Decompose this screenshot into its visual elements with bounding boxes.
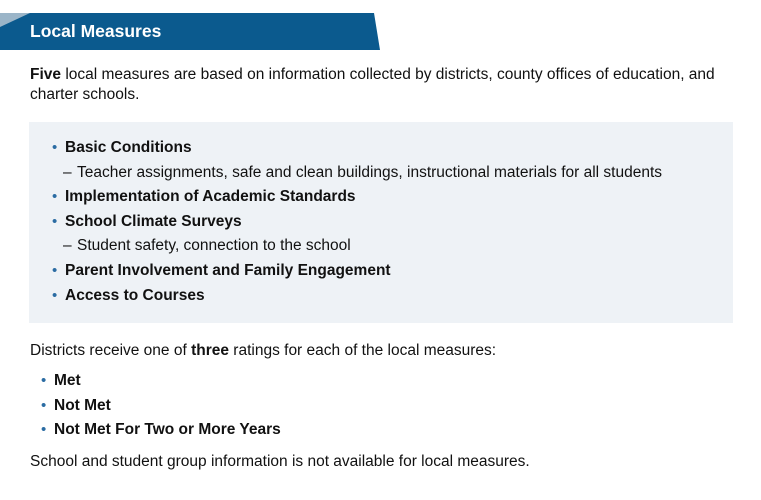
measure-item <box>29 210 733 235</box>
measure-item <box>29 185 733 210</box>
measure-item <box>29 259 733 284</box>
bullet-icon: • <box>52 212 58 230</box>
intro-paragraph <box>30 65 730 105</box>
bullet-icon: • <box>41 372 47 389</box>
measure-label: School Climate Surveys <box>65 212 242 230</box>
bullet-icon: • <box>41 421 47 438</box>
measure-detail <box>29 161 733 186</box>
measure-detail <box>29 234 733 259</box>
measure-detail-text: Teacher assignments, safe and clean buildings, instructional materials for all students <box>77 163 663 181</box>
dash-icon: – <box>63 237 72 255</box>
intro-text: local measures are based on information collected by districts, county offices of education, and charter schools. <box>30 66 715 103</box>
measure-item <box>29 284 733 309</box>
measure-label: Parent Involvement and Family Engagement <box>65 261 391 279</box>
measure-item <box>29 136 733 161</box>
rating-label: Not Met <box>54 396 111 414</box>
footer-note: School and student group information is not available for local measures. <box>30 453 530 470</box>
header-banner <box>0 13 380 50</box>
ratings-list <box>0 369 400 443</box>
bullet-icon: • <box>52 261 58 279</box>
measure-label: Access to Courses <box>65 286 205 304</box>
ratings-intro <box>30 341 496 361</box>
measure-label: Implementation of Academic Standards <box>65 188 356 206</box>
local-measures-list <box>29 136 733 308</box>
dash-icon: – <box>63 163 72 181</box>
rating-item <box>0 418 400 443</box>
bullet-icon: • <box>52 188 58 206</box>
page-title: Local Measures <box>30 21 162 41</box>
intro-bold-word: Five <box>30 66 62 83</box>
measure-detail-text: Student safety, connection to the school <box>77 237 351 255</box>
rating-item <box>0 369 400 394</box>
ratings-intro-after: ratings for each of the local measures: <box>229 342 497 359</box>
local-measures-box <box>29 122 733 323</box>
ratings-intro-bold: three <box>191 342 229 359</box>
rating-label: Met <box>54 372 81 389</box>
ratings-intro-before: Districts receive one of <box>30 342 192 359</box>
rating-label: Not Met For Two or More Years <box>54 421 281 438</box>
rating-item <box>0 394 400 419</box>
bullet-icon: • <box>52 286 58 304</box>
bullet-icon: • <box>52 139 58 156</box>
bullet-icon: • <box>41 396 47 414</box>
measure-label: Basic Conditions <box>65 139 192 156</box>
